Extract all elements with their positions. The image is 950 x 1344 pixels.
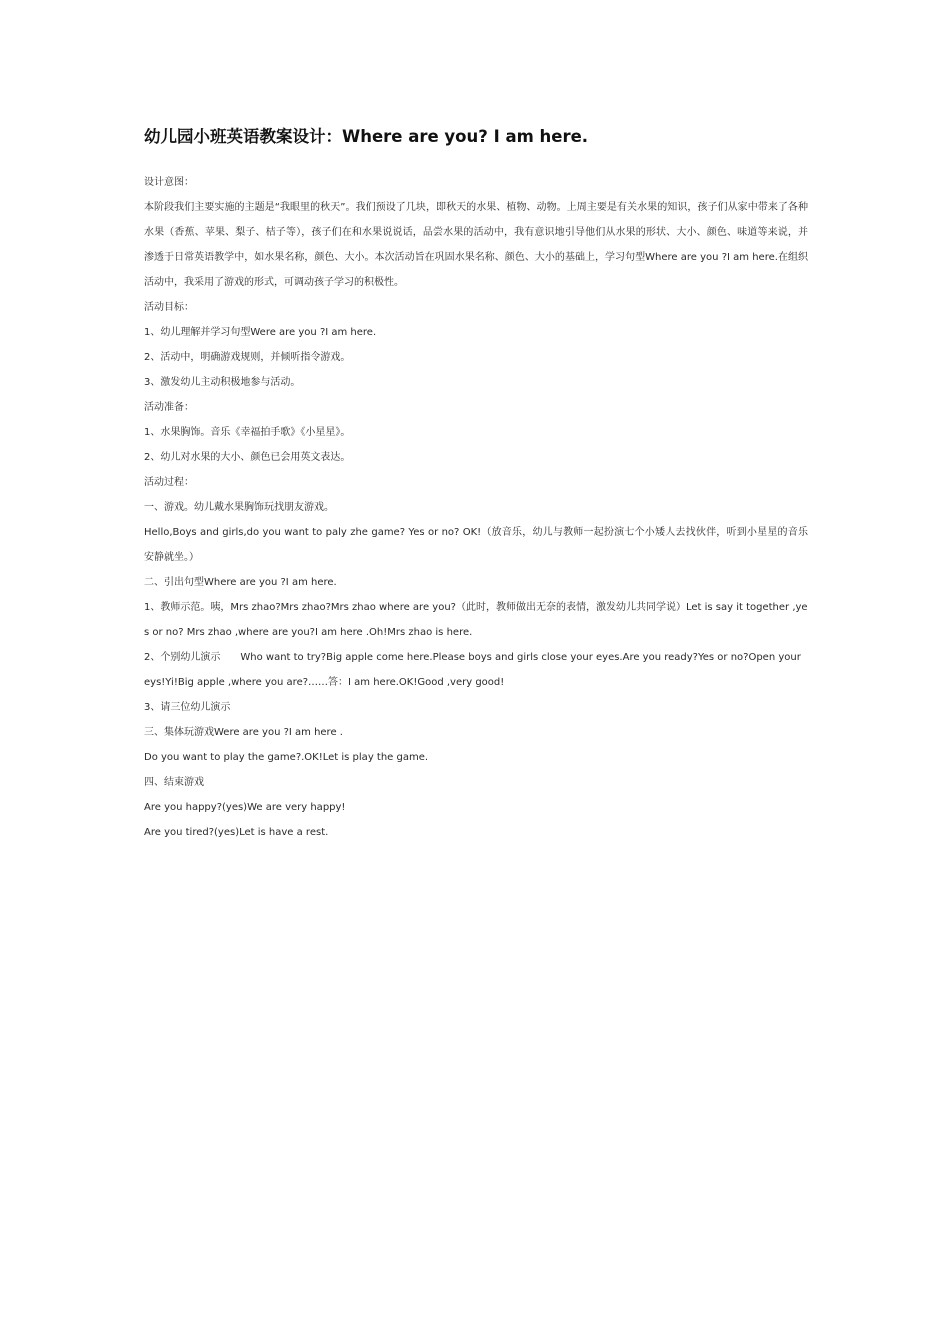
prep-item-1: 1、水果胸饰。音乐《幸福拍手歌》《小星星》。 <box>144 427 351 438</box>
process-step-4-line-2: Are you tired?(yes)Let is have a rest. <box>144 827 329 838</box>
process-step-4: 四、结束游戏 <box>144 777 204 788</box>
document-title: 幼儿园小班英语教案设计：Where are you? I am here. <box>144 127 589 146</box>
goal-item-1: 1、幼儿理解并学习句型Were are you ?I am here. <box>144 327 377 338</box>
process-step-2: 二、引出句型Where are you ?I am here. <box>144 577 337 588</box>
process-step-4-line-1: Are you happy?(yes)We are very happy! <box>144 802 346 813</box>
process-step-3-body: Do you want to play the game?.OK!Let is play the game. <box>144 752 429 763</box>
process-heading: 活动过程： <box>144 477 194 488</box>
document-page <box>144 124 808 845</box>
prep-heading: 活动准备： <box>144 402 194 413</box>
process-step-1-body: Hello,Boys and girls,do you want to paly zhe game? Yes or no? OK!（放音乐，幼儿与教师一起扮演七个小矮人去找伙伴，听到小星星的音乐安静就坐。） <box>144 527 808 563</box>
process-step-3: 三、集体玩游戏Were are you ?I am here . <box>144 727 343 738</box>
goals-heading: 活动目标： <box>144 302 194 313</box>
process-step-2-item-2: 2、个别幼儿演示 Who want to try?Big apple come here.Please boys and girls close your eyes.Are you ready?Yes or no?Open your eys!Yi!Big apple ,where you are?……答：I am here.OK!Good ,very good! <box>144 652 801 688</box>
process-step-2-item-3: 3、请三位幼儿演示 <box>144 702 231 713</box>
goal-item-3: 3、激发幼儿主动积极地参与活动。 <box>144 377 301 388</box>
process-step-2-item-1: 1、教师示范。咦，Mrs zhao?Mrs zhao?Mrs zhao where are you?（此时，教师做出无奈的表情，激发幼儿共同学说）Let is say it together ,yes or no? Mrs zhao ,where are you?I am here .Oh!Mrs zhao is here. <box>144 602 808 638</box>
prep-item-2: 2、幼儿对水果的大小、颜色已会用英文表达。 <box>144 452 351 463</box>
design-intent-body: 本阶段我们主要实施的主题是“我眼里的秋天”。我们预设了几块，即秋天的水果、植物、动物。上周主要是有关水果的知识，孩子们从家中带来了各种水果（香蕉、苹果、梨子、桔子等），孩子们在和水果说说话，品尝水果的活动中，我有意识地引导他们从水果的形状、大小、颜色、味道等来说，并渗透于日常英语教学中，如水果名称，颜色、大小。本次活动旨在巩固水果名称、颜色、大小的基础上，学习句型Where are you ?I am here.在组织活动中，我采用了游戏的形式，可调动孩子学习的积极性。 <box>144 202 808 288</box>
design-intent-heading: 设计意图： <box>144 177 194 188</box>
goal-item-2: 2、活动中，明确游戏规则，并倾听指令游戏。 <box>144 352 351 363</box>
process-step-1: 一、游戏。幼儿戴水果胸饰玩找朋友游戏。 <box>144 502 334 513</box>
